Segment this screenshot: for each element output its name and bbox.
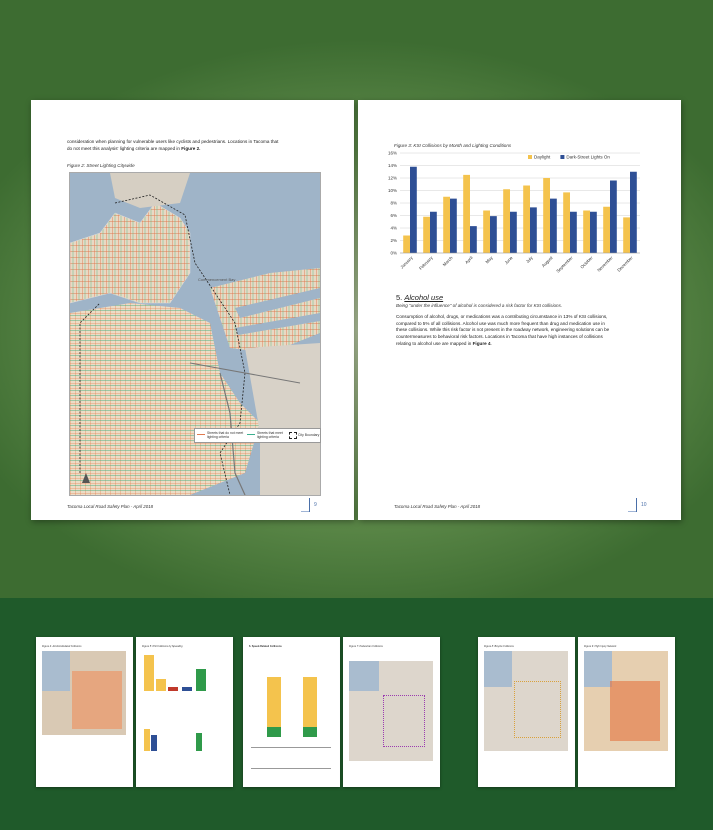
- bar-daylight: [543, 178, 550, 253]
- x-tick-label: March: [441, 255, 454, 268]
- thumbnail-page[interactable]: [343, 637, 440, 787]
- intro-paragraph: [67, 139, 337, 152]
- thumbnail-map: [349, 661, 433, 761]
- body-line: [396, 341, 681, 348]
- y-tick-label: 4%: [390, 225, 397, 231]
- thumbnail-map: [584, 651, 668, 751]
- legend-item-unlit: Streets that do not meet lighting criteria: [207, 431, 244, 440]
- page-10-number: 10: [636, 498, 647, 512]
- bar-daylight: [463, 175, 470, 253]
- y-tick-label: 6%: [390, 213, 397, 218]
- legend-item-boundary: City Boundary: [298, 433, 320, 437]
- ksi-collisions-chart: [376, 149, 646, 277]
- map-legend: [194, 428, 321, 443]
- bar-dark-lights-on: [550, 199, 557, 253]
- bar-daylight: [483, 211, 490, 254]
- page-10: [358, 100, 681, 520]
- thumbnail-caption: Figure 9: High Injury Network: [584, 645, 617, 648]
- bar-daylight: [523, 186, 530, 254]
- alcohol-body: [396, 314, 681, 347]
- bar-daylight: [623, 217, 630, 253]
- water-label: Commencement Bay: [198, 277, 236, 282]
- thumbnail-page[interactable]: [36, 637, 133, 787]
- legend-label: Dark-Street Lights On: [566, 154, 610, 160]
- section-number: 5.: [396, 293, 403, 302]
- y-tick-label: 12%: [387, 175, 397, 181]
- x-tick-label: June: [503, 255, 514, 266]
- bar-dark-lights-on: [510, 212, 517, 253]
- bar-daylight: [403, 236, 410, 254]
- thumbnail-caption: Figure 8: Bicycle Collisions: [484, 645, 514, 648]
- section-heading: [396, 293, 443, 302]
- bar-dark-lights-on: [530, 207, 537, 253]
- bar-dark-lights-on: [630, 172, 637, 253]
- figure-3-caption: Figure 3: KSI Collisions by Month and Lighting Conditions: [394, 143, 512, 148]
- bar-dark-lights-on: [490, 216, 497, 253]
- body-line-end: .: [490, 340, 492, 346]
- thumbnail-page[interactable]: [136, 637, 233, 787]
- page-10-footer: Tacoma Local Road Safety Plan - April 2018: [394, 504, 481, 509]
- thumbnail-map: [42, 651, 126, 735]
- intro-line-1: consideration when planning for vulnerable users like cyclists and pedestrians. Locations in Tacoma that: [67, 139, 279, 144]
- intro-line-2: do not meet this analysis' lighting criteria are mapped in: [67, 145, 182, 151]
- x-tick-label: October: [579, 255, 594, 270]
- figure-2-ref: Figure 2.: [181, 145, 201, 151]
- y-tick-label: 2%: [390, 238, 397, 243]
- body-line: compared to 5% of all collisions. Alcohol use was much more frequent than drug and medication use in: [396, 320, 605, 326]
- bar-daylight: [443, 197, 450, 253]
- bar-dark-lights-on: [470, 226, 477, 253]
- x-tick-label: September: [555, 255, 574, 274]
- body-line: countermeasures to behavioral risk factors. Locations in Tacoma that have high instances of collisions: [396, 333, 603, 339]
- x-tick-label: November: [596, 255, 614, 273]
- body-line-text: relating to alcohol use are mapped in: [396, 340, 473, 346]
- bar-dark-lights-on: [610, 181, 617, 254]
- bar-dark-lights-on: [450, 199, 457, 253]
- bar-dark-lights-on: [430, 212, 437, 253]
- y-tick-label: 8%: [390, 200, 397, 206]
- thumbnail-page[interactable]: [578, 637, 675, 787]
- x-tick-label: August: [540, 255, 554, 269]
- bar-dark-lights-on: [410, 167, 417, 253]
- page-9-footer: Tacoma Local Road Safety Plan - April 2018: [67, 504, 154, 509]
- bar-dark-lights-on: [570, 212, 577, 253]
- figure-4-ref: Figure 4: [472, 340, 491, 346]
- page-9: [31, 100, 354, 520]
- legend-item-lit: Streets that meet lighting criteria: [257, 431, 283, 440]
- x-tick-label: April: [464, 255, 474, 265]
- x-tick-label: January: [399, 255, 414, 270]
- figure-2-caption: Figure 2: Street Lighting Citywide: [67, 163, 135, 168]
- bar-daylight: [603, 207, 610, 253]
- x-tick-label: May: [484, 255, 494, 265]
- thumbnail-caption: Figure 4: Alcohol-Related Collisions: [42, 645, 82, 648]
- legend-swatch: [528, 155, 532, 159]
- street-lighting-map: [69, 172, 321, 496]
- thumbnail-map: [484, 651, 568, 751]
- section-title: Alcohol use: [404, 293, 444, 302]
- thumbnail-caption: 6. Speed-Related Collisions: [249, 645, 282, 648]
- body-line: these collisions. While this risk factor is not present in the roadway network, engineering solutions can be: [396, 327, 610, 333]
- legend-swatch: [560, 155, 564, 159]
- map-graphic: [70, 173, 320, 495]
- y-tick-label: 16%: [387, 150, 397, 156]
- y-tick-label: 14%: [387, 163, 397, 168]
- x-tick-label: February: [418, 255, 434, 271]
- thumbnail-caption: Figure 5: KSI Collisions by Speeding: [142, 645, 183, 648]
- page-9-number: 9: [309, 498, 317, 512]
- y-tick-label: 0%: [390, 250, 397, 256]
- y-tick-label: 10%: [387, 188, 397, 193]
- thumbnail-caption: Figure 7: Pedestrian Collisions: [349, 645, 383, 648]
- bar-daylight: [563, 192, 570, 253]
- bar-daylight: [503, 189, 510, 253]
- section-subtitle: Being "under the influence" of alcohol is considered a risk factor for KSI collisions.: [396, 303, 563, 308]
- bar-dark-lights-on: [590, 212, 597, 253]
- bar-daylight: [423, 217, 430, 253]
- x-tick-label: July: [524, 255, 534, 265]
- x-tick-label: December: [616, 255, 634, 273]
- legend-label: Daylight: [534, 154, 551, 160]
- body-line: Consumption of alcohol, drugs, or medications was a contributing circumstance in 13% of KSI collisions,: [396, 314, 608, 319]
- thumbnail-page[interactable]: [478, 637, 575, 787]
- thumbnail-page[interactable]: [243, 637, 340, 787]
- bar-daylight: [583, 211, 590, 254]
